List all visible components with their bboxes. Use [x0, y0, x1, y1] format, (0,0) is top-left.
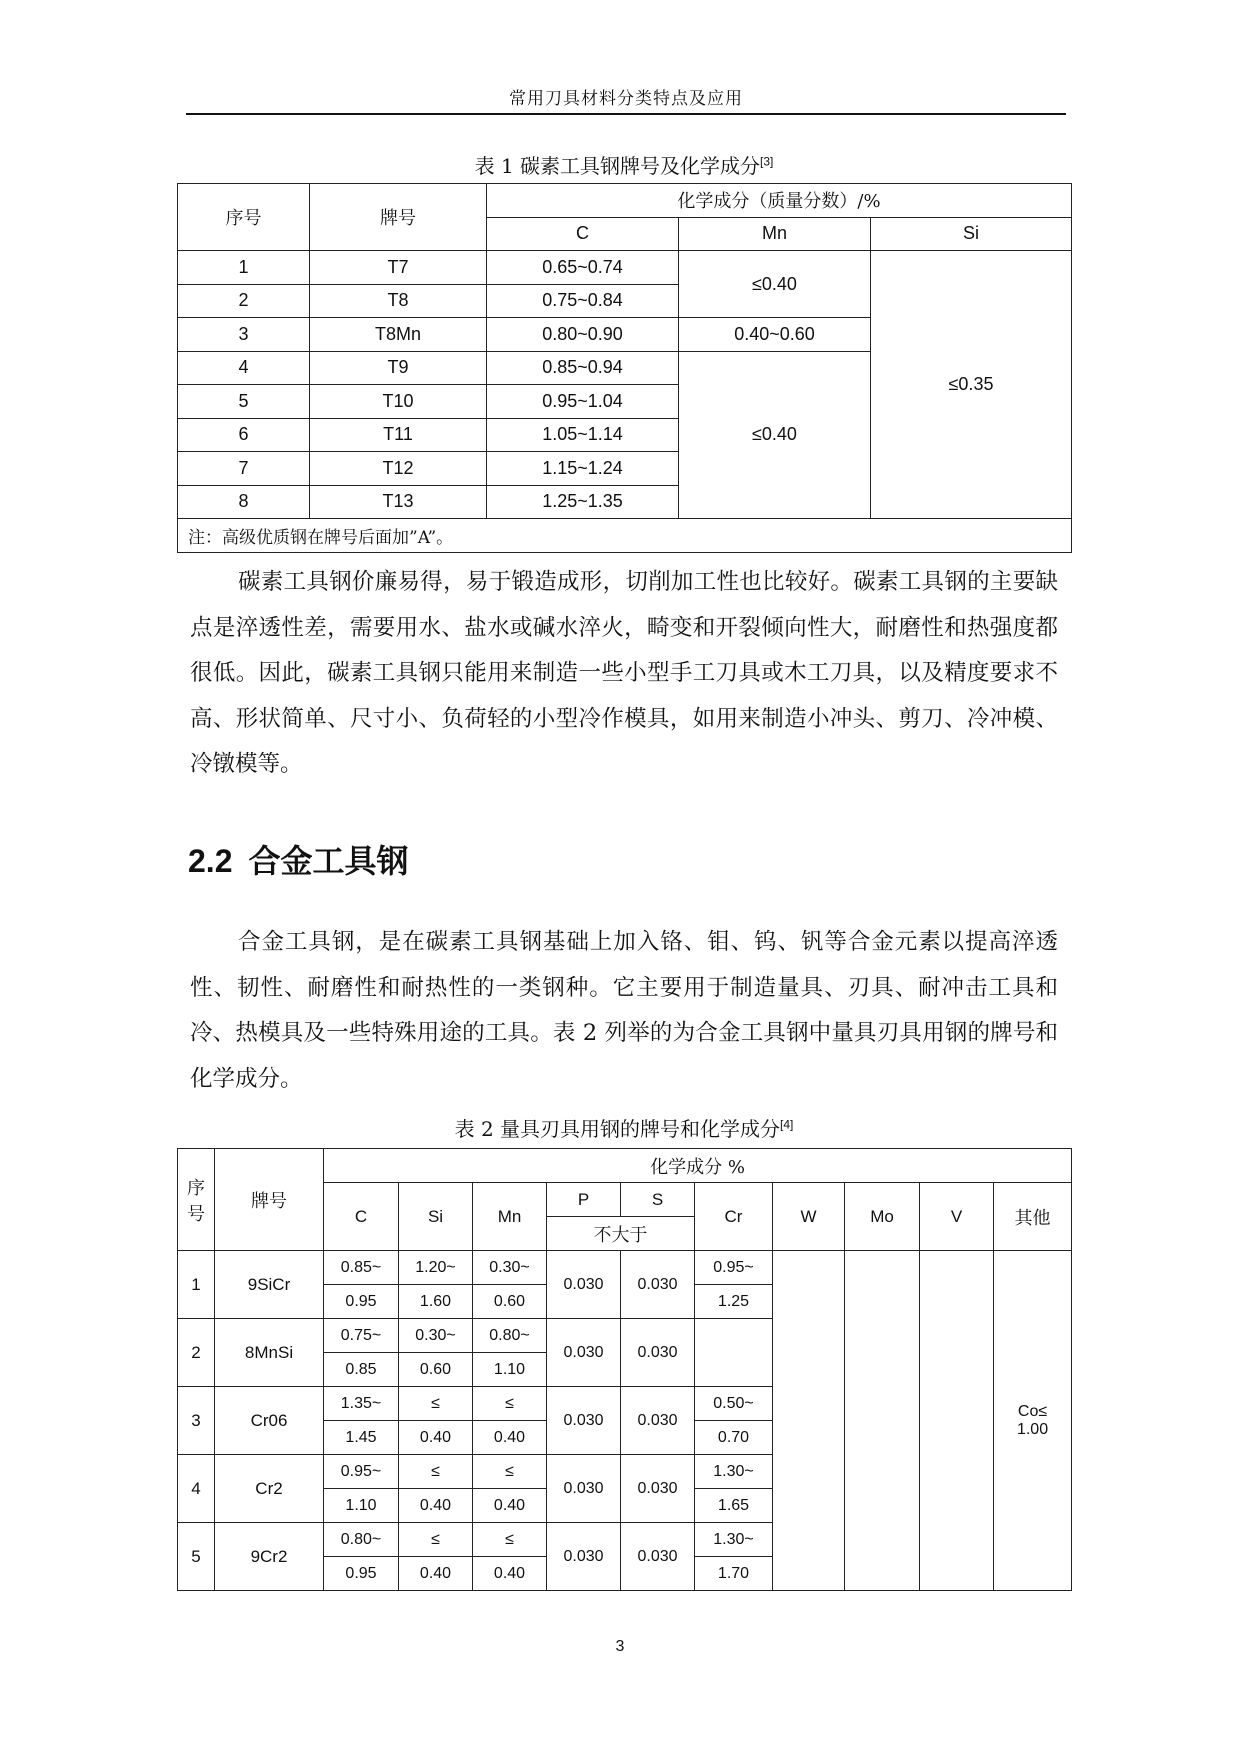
- table-row: [178, 251, 1072, 285]
- table1-cell-seq: 2: [178, 284, 310, 318]
- table-row: [178, 1251, 1072, 1285]
- table1-note: 注：高级优质钢在牌号后面加”A”。: [178, 519, 1072, 553]
- table2-cell-cr-top: 0.95~: [695, 1251, 773, 1285]
- section-title: 合金工具钢: [248, 842, 409, 880]
- table2-cell-mn-top: ≤: [473, 1523, 547, 1557]
- table2-cell-seq: 4: [178, 1455, 215, 1523]
- table2-cell-seq: 1: [178, 1251, 215, 1319]
- table2-cell-seq: 5: [178, 1523, 215, 1591]
- header-rule: [186, 113, 1066, 115]
- table2-header-v: V: [920, 1183, 994, 1251]
- table1-header-mn: Mn: [679, 217, 871, 251]
- table1-cell-c: 1.25~1.35: [487, 485, 679, 519]
- table1-caption-ref: [3]: [760, 154, 774, 169]
- table2-cell-si-bottom: 1.60: [399, 1285, 473, 1319]
- table1-cell-mn-row-3: 0.40~0.60: [679, 318, 871, 352]
- paragraph-carbon-steel: 碳素工具钢价廉易得，易于锻造成形，切削加工性也比较好。碳素工具钢的主要缺点是淬透性差，需要用水、盐水或碱水淬火，畸变和开裂倾向性大，耐磨性和热强度都很低。因此，碳素工具钢只能用来制造一些小型手工刀具或木工刀具，以及精度要求不高、形状简单、尺寸小、负荷轻的小型冷作模具，如用来制造小冲头、剪刀、冷冲模、冷镦模等。: [190, 569, 1058, 777]
- table2-cell-cr-empty: [695, 1319, 773, 1387]
- table1-cell-c: 0.65~0.74: [487, 251, 679, 285]
- table2-cell-cr-top: 1.30~: [695, 1455, 773, 1489]
- table2-cell-mo: [845, 1251, 920, 1591]
- running-header: 常用刀具材料分类特点及应用: [509, 89, 743, 109]
- table2-header-p: P: [547, 1183, 621, 1217]
- table2-header-ps-note: 不大于: [547, 1217, 695, 1251]
- table2-cell-grade: 8MnSi: [215, 1319, 324, 1387]
- table2-cell-cr-bottom: 1.70: [695, 1557, 773, 1591]
- table1-cell-grade: T7: [310, 251, 487, 285]
- table2-cell-mn-bottom: 1.10: [473, 1353, 547, 1387]
- table2-cell-cr-top: 0.50~: [695, 1387, 773, 1421]
- table2-cell-s: 0.030: [621, 1387, 695, 1455]
- table2-cell-other: [994, 1251, 1072, 1591]
- table2-cell-other-bottom: 1.00: [1016, 1420, 1049, 1438]
- table1-header-grade: 牌号: [310, 184, 487, 251]
- table2-cell-si-bottom: 0.40: [399, 1421, 473, 1455]
- table2-cell-mn-top: ≤: [473, 1387, 547, 1421]
- paragraph-alloy-steel: 合金工具钢，是在碳素工具钢基础上加入铬、钼、钨、钒等合金元素以提高淬透性、韧性、耐磨性和耐热性的一类钢种。它主要用于制造量具、刃具、耐冲击工具和冷、热模具及一些特殊用途的工具。表 2 列举的为合金工具钢中量具刃具用钢的牌号和化学成分。: [190, 929, 1058, 1092]
- table2-header-si: Si: [399, 1183, 473, 1251]
- table1-cell-c: 0.80~0.90: [487, 318, 679, 352]
- table2-cell-s: 0.030: [621, 1455, 695, 1523]
- table2-cell-si-top: ≤: [399, 1387, 473, 1421]
- table2-cell-mn-top: ≤: [473, 1455, 547, 1489]
- table2-cell-si-top: 0.30~: [399, 1319, 473, 1353]
- table2-cell-grade: 9Cr2: [215, 1523, 324, 1591]
- table1-cell-seq: 8: [178, 485, 310, 519]
- table2-cell-c-top: 0.75~: [324, 1319, 399, 1353]
- table2-cell-cr-bottom: 1.25: [695, 1285, 773, 1319]
- table2-cell-seq: 2: [178, 1319, 215, 1387]
- table1-header-seq: 序号: [178, 184, 310, 251]
- table1-cell-seq: 5: [178, 385, 310, 419]
- table1-cell-c: 0.75~0.84: [487, 284, 679, 318]
- table2-cell-c-bottom: 0.95: [324, 1285, 399, 1319]
- table1-cell-seq: 3: [178, 318, 310, 352]
- table1-cell-seq: 1: [178, 251, 310, 285]
- table1-cell-grade: T8Mn: [310, 318, 487, 352]
- table2-header-cr: Cr: [695, 1183, 773, 1251]
- table2-cell-c-top: 0.85~: [324, 1251, 399, 1285]
- table2-header-s: S: [621, 1183, 695, 1217]
- table2-header-mn: Mn: [473, 1183, 547, 1251]
- table2-cell-grade: 9SiCr: [215, 1251, 324, 1319]
- section-number: 2.2: [188, 843, 233, 879]
- table1-cell-c: 1.15~1.24: [487, 452, 679, 486]
- table1-cell-mn-rows-4-8: ≤0.40: [679, 351, 871, 519]
- table1-cell-grade: T13: [310, 485, 487, 519]
- table2-cell-mn-top: 0.30~: [473, 1251, 547, 1285]
- table1-header-si: Si: [871, 217, 1072, 251]
- table2-cell-mn-bottom: 0.60: [473, 1285, 547, 1319]
- table2-header-seq-top: 序: [187, 1177, 205, 1199]
- table2: [177, 1148, 1072, 1591]
- table2-cell-mn-bottom: 0.40: [473, 1557, 547, 1591]
- table2-cell-seq: 3: [178, 1387, 215, 1455]
- table2-caption: [176, 1113, 1072, 1142]
- table1-cell-grade: T8: [310, 284, 487, 318]
- table1-cell-seq: 7: [178, 452, 310, 486]
- table2-cell-c-bottom: 1.45: [324, 1421, 399, 1455]
- table2-cell-si-bottom: 0.40: [399, 1557, 473, 1591]
- table2-cell-c-top: 0.95~: [324, 1455, 399, 1489]
- table2-header-w: W: [773, 1183, 845, 1251]
- table1-cell-grade: T9: [310, 351, 487, 385]
- table1-cell-c: 0.95~1.04: [487, 385, 679, 419]
- table1-cell-c: 1.05~1.14: [487, 418, 679, 452]
- table1-cell-seq: 6: [178, 418, 310, 452]
- page-number: 3: [615, 1638, 625, 1655]
- table2-cell-si-bottom: 0.60: [399, 1353, 473, 1387]
- table1: [177, 183, 1072, 553]
- table2-cell-grade: Cr2: [215, 1455, 324, 1523]
- table1-cell-mn-rows-1-2: ≤0.40: [679, 251, 871, 318]
- table2-cell-w: [773, 1251, 845, 1591]
- table2-cell-si-top: 1.20~: [399, 1251, 473, 1285]
- table2-cell-p: 0.030: [547, 1251, 621, 1319]
- table2-header-grade: 牌号: [215, 1149, 324, 1251]
- table2-cell-cr-top: 1.30~: [695, 1523, 773, 1557]
- table2-cell-p: 0.030: [547, 1387, 621, 1455]
- table2-cell-p: 0.030: [547, 1455, 621, 1523]
- table2-header-seq-bottom: 号: [187, 1203, 205, 1225]
- table2-header-mo: Mo: [845, 1183, 920, 1251]
- table2-header-other: 其他: [994, 1183, 1072, 1251]
- table2-header-c: C: [324, 1183, 399, 1251]
- table2-cell-v: [920, 1251, 994, 1591]
- table2-header-seq: [178, 1149, 215, 1251]
- table2-cell-grade: Cr06: [215, 1387, 324, 1455]
- table2-cell-cr-bottom: 1.65: [695, 1489, 773, 1523]
- table2-caption-ref: [4]: [780, 1117, 794, 1132]
- table2-cell-c-bottom: 1.10: [324, 1489, 399, 1523]
- table2-cell-c-bottom: 0.85: [324, 1353, 399, 1387]
- table2-cell-s: 0.030: [621, 1523, 695, 1591]
- table1-cell-seq: 4: [178, 351, 310, 385]
- table2-cell-cr-bottom: 0.70: [695, 1421, 773, 1455]
- table1-cell-grade: T11: [310, 418, 487, 452]
- table1-caption-text: 表 1 碳素工具钢牌号及化学成分: [474, 154, 761, 178]
- table2-cell-s: 0.030: [621, 1319, 695, 1387]
- table2-header-composition: 化学成分 %: [324, 1149, 1072, 1183]
- table2-caption-text: 表 2 量具刃具用钢的牌号和化学成分: [454, 1117, 781, 1141]
- table2-cell-other-top: Co≤: [1017, 1402, 1048, 1420]
- table1-cell-si-all: ≤0.35: [871, 251, 1072, 519]
- section-heading: [188, 836, 409, 882]
- table2-cell-si-top: ≤: [399, 1455, 473, 1489]
- table1-header-c: C: [487, 217, 679, 251]
- table2-cell-si-top: ≤: [399, 1523, 473, 1557]
- table1-cell-grade: T12: [310, 452, 487, 486]
- table2-cell-mn-bottom: 0.40: [473, 1421, 547, 1455]
- table1-header-composition: 化学成分（质量分数）/%: [487, 184, 1072, 218]
- table2-cell-c-top: 0.80~: [324, 1523, 399, 1557]
- table1-caption: [176, 150, 1072, 179]
- table2-cell-mn-bottom: 0.40: [473, 1489, 547, 1523]
- table2-cell-mn-top: 0.80~: [473, 1319, 547, 1353]
- table2-cell-c-top: 1.35~: [324, 1387, 399, 1421]
- table1-cell-grade: T10: [310, 385, 487, 419]
- table2-cell-si-bottom: 0.40: [399, 1489, 473, 1523]
- table1-cell-c: 0.85~0.94: [487, 351, 679, 385]
- table2-cell-p: 0.030: [547, 1523, 621, 1591]
- table2-cell-c-bottom: 0.95: [324, 1557, 399, 1591]
- table2-cell-s: 0.030: [621, 1251, 695, 1319]
- table2-cell-p: 0.030: [547, 1319, 621, 1387]
